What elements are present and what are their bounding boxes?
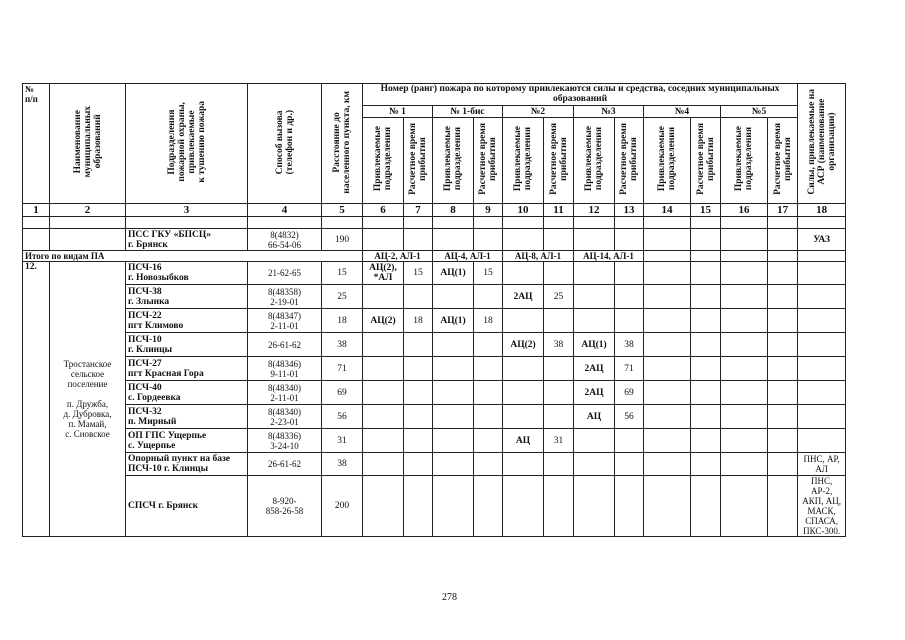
call-cell: 8(48340) 2-11-01 <box>248 381 322 405</box>
assigned-units-cell: 2АЦ <box>503 285 544 309</box>
empty-cell <box>691 453 721 476</box>
empty-cell <box>691 285 721 309</box>
assigned-units-cell <box>574 429 615 453</box>
arrival-time-cell <box>404 476 433 537</box>
assigned-units-cell: АЦ(1) <box>574 333 615 357</box>
empty-cell <box>768 381 798 405</box>
fire-resources-table <box>22 83 846 537</box>
header-rank-2: №2 <box>503 106 574 118</box>
page-number: 278 <box>442 592 457 603</box>
header-sub-time: Расчетное время прибытия <box>691 118 721 204</box>
table-row <box>23 453 846 476</box>
asr-cell: УАЗ <box>798 229 846 251</box>
assigned-units-cell: АЦ(2) <box>363 309 404 333</box>
arrival-time-cell <box>544 453 574 476</box>
column-number: 14 <box>644 204 691 217</box>
arrival-time-cell <box>404 333 433 357</box>
empty-cell <box>644 285 691 309</box>
table-row <box>23 309 846 333</box>
empty-cell <box>768 285 798 309</box>
asr-cell <box>798 357 846 381</box>
call-cell: 21-62-65 <box>248 262 322 285</box>
unit-cell: ОП ГПС Ущерпье с. Ущерпье <box>126 429 248 453</box>
arrival-time-cell: 31 <box>544 429 574 453</box>
assigned-units-cell <box>503 381 544 405</box>
arrival-time-cell: 71 <box>615 357 644 381</box>
arrival-time-cell: 25 <box>544 285 574 309</box>
header-rank-5: №5 <box>721 106 798 118</box>
unit-cell: ПСЧ-40 с. Гордеевка <box>126 381 248 405</box>
asr-cell <box>798 285 846 309</box>
unit-cell: ПСЧ-10 г. Клинцы <box>126 333 248 357</box>
empty-cell <box>721 309 768 333</box>
header-sub-units: Привлекаемые подразделения <box>363 118 404 204</box>
call-cell: 26-61-62 <box>248 333 322 357</box>
column-number: 9 <box>474 204 503 217</box>
assigned-units-cell <box>433 453 474 476</box>
arrival-time-cell <box>544 357 574 381</box>
table-row <box>23 333 846 357</box>
empty-cell <box>691 429 721 453</box>
empty-cell <box>721 333 768 357</box>
header-sub-time: Расчетное время прибытия <box>544 118 574 204</box>
arrival-time-cell: 56 <box>615 405 644 429</box>
arrival-time-cell: 15 <box>474 262 503 285</box>
empty-cell <box>691 476 721 537</box>
header-distance: Расстояние до населенного пункта, км <box>322 84 363 204</box>
totals-rank-2: АЦ-8, АЛ-1 <box>503 251 574 262</box>
header-rank-3: №3 <box>574 106 644 118</box>
header-sub-units: Привлекаемые подразделения <box>644 118 691 204</box>
column-number: 6 <box>363 204 404 217</box>
column-number: 7 <box>404 204 433 217</box>
empty-cell <box>691 309 721 333</box>
arrival-time-cell: 18 <box>474 309 503 333</box>
totals-rank-3: АЦ-14, АЛ-1 <box>574 251 644 262</box>
group-number: 12. <box>23 262 50 537</box>
arrival-time-cell <box>615 476 644 537</box>
header-municipality: Наименование муниципальных образований <box>50 84 126 204</box>
empty-cell <box>644 309 691 333</box>
totals-row <box>23 251 846 262</box>
header-sub-units: Привлекаемые подразделения <box>721 118 768 204</box>
unit-cell: ПСЧ-32 п. Мирный <box>126 405 248 429</box>
empty-cell <box>768 309 798 333</box>
column-number: 10 <box>503 204 544 217</box>
arrival-time-cell <box>544 309 574 333</box>
column-number: 16 <box>721 204 768 217</box>
column-number: 1 <box>23 204 50 217</box>
table-row <box>23 285 846 309</box>
empty-cell <box>644 453 691 476</box>
header-sub-time: Расчетное время прибытия <box>615 118 644 204</box>
assigned-units-cell <box>574 309 615 333</box>
column-number: 3 <box>126 204 248 217</box>
empty-cell <box>691 381 721 405</box>
table-row <box>23 357 846 381</box>
empty-cell <box>691 333 721 357</box>
assigned-units-cell <box>503 262 544 285</box>
empty-cell <box>644 405 691 429</box>
empty-cell <box>768 405 798 429</box>
arrival-time-cell <box>474 381 503 405</box>
header-rank-1bis: № 1-бис <box>433 106 503 118</box>
arrival-time-cell <box>615 429 644 453</box>
arrival-time-cell <box>544 381 574 405</box>
table-row <box>23 229 846 251</box>
distance-cell: 69 <box>322 381 363 405</box>
arrival-time-cell: 38 <box>544 333 574 357</box>
empty-cell <box>721 453 768 476</box>
column-number: 17 <box>768 204 798 217</box>
arrival-time-cell <box>544 405 574 429</box>
empty-cell <box>691 405 721 429</box>
call-cell: 8(48346) 9-11-01 <box>248 357 322 381</box>
assigned-units-cell: АЦ(2), *АЛ <box>363 262 404 285</box>
arrival-time-cell <box>404 429 433 453</box>
assigned-units-cell <box>503 453 544 476</box>
arrival-time-cell <box>474 357 503 381</box>
asr-cell: ПНС, АР, АЛ <box>798 453 846 476</box>
empty-cell <box>721 405 768 429</box>
empty-cell <box>644 357 691 381</box>
assigned-units-cell: АЦ(2) <box>503 333 544 357</box>
empty-cell <box>721 357 768 381</box>
asr-cell <box>798 309 846 333</box>
table-row <box>23 262 846 285</box>
header-sub-units: Привлекаемые подразделения <box>433 118 474 204</box>
header-rank-4: №4 <box>644 106 721 118</box>
table-row <box>23 429 846 453</box>
totals-rank-1bis: АЦ-4, АЛ-1 <box>433 251 503 262</box>
header-rank-group: Номер (ранг) пожара по которому привлекаются силы и средства, соседних муниципальных образований <box>363 84 798 106</box>
call-cell: 8(48358) 2-19-01 <box>248 285 322 309</box>
distance-cell: 190 <box>322 229 363 251</box>
arrival-time-cell <box>404 381 433 405</box>
assigned-units-cell: АЦ(1) <box>433 262 474 285</box>
empty-cell <box>768 453 798 476</box>
table-row <box>23 405 846 429</box>
unit-cell: ПСЧ-16 г. Новозыбков <box>126 262 248 285</box>
unit-cell: ПСЧ-27 пгт Красная Гора <box>126 357 248 381</box>
empty-cell <box>691 262 721 285</box>
column-number: 5 <box>322 204 363 217</box>
asr-cell <box>798 262 846 285</box>
column-number: 4 <box>248 204 322 217</box>
arrival-time-cell <box>474 476 503 537</box>
arrival-time-cell <box>474 333 503 357</box>
assigned-units-cell <box>363 333 404 357</box>
assigned-units-cell <box>363 453 404 476</box>
header-number: № п/п <box>23 84 50 204</box>
assigned-units-cell <box>503 357 544 381</box>
column-number: 12 <box>574 204 615 217</box>
assigned-units-cell <box>574 476 615 537</box>
assigned-units-cell: 2АЦ <box>574 381 615 405</box>
assigned-units-cell <box>363 405 404 429</box>
arrival-time-cell: 18 <box>404 309 433 333</box>
arrival-time-cell <box>474 429 503 453</box>
call-cell: 8(48340) 2-23-01 <box>248 405 322 429</box>
assigned-units-cell <box>433 429 474 453</box>
header-sub-units: Привлекаемые подразделения <box>503 118 544 204</box>
arrival-time-cell <box>404 405 433 429</box>
assigned-units-cell <box>433 476 474 537</box>
group-municipality: Тростанское сельское поселение п. Дружба, д. Дубровка, п. Мамай, с. Сновское <box>50 262 126 537</box>
unit-cell: СПСЧ г. Брянск <box>126 476 248 537</box>
arrival-time-cell: 15 <box>404 262 433 285</box>
arrival-time-cell: 38 <box>615 333 644 357</box>
assigned-units-cell <box>574 285 615 309</box>
header-sub-time: Расчетное время прибытия <box>768 118 798 204</box>
empty-cell <box>644 381 691 405</box>
asr-cell <box>798 405 846 429</box>
arrival-time-cell <box>474 405 503 429</box>
empty-cell <box>768 333 798 357</box>
assigned-units-cell <box>363 429 404 453</box>
asr-cell <box>798 381 846 405</box>
call-cell: 8(48347) 2-11-01 <box>248 309 322 333</box>
column-number: 13 <box>615 204 644 217</box>
totals-rank-1: АЦ-2, АЛ-1 <box>363 251 433 262</box>
empty-cell <box>644 333 691 357</box>
arrival-time-cell <box>404 453 433 476</box>
call-cell: 8(4832) 66-54-06 <box>248 229 322 251</box>
distance-cell: 18 <box>322 309 363 333</box>
distance-cell: 38 <box>322 453 363 476</box>
assigned-units-cell <box>433 357 474 381</box>
empty-cell <box>644 429 691 453</box>
distance-cell: 71 <box>322 357 363 381</box>
column-number: 15 <box>691 204 721 217</box>
header-sub-units: Привлекаемые подразделения <box>574 118 615 204</box>
arrival-time-cell <box>474 285 503 309</box>
empty-cell <box>721 476 768 537</box>
assigned-units-cell <box>363 476 404 537</box>
asr-cell <box>798 333 846 357</box>
asr-cell <box>798 429 846 453</box>
distance-cell: 56 <box>322 405 363 429</box>
arrival-time-cell <box>615 453 644 476</box>
distance-cell: 15 <box>322 262 363 285</box>
empty-cell <box>691 357 721 381</box>
distance-cell: 38 <box>322 333 363 357</box>
assigned-units-cell <box>574 262 615 285</box>
arrival-time-cell <box>404 357 433 381</box>
header-sub-time: Расчетное время прибытия <box>404 118 433 204</box>
column-number: 8 <box>433 204 474 217</box>
call-cell: 8-920- 858-26-58 <box>248 476 322 537</box>
assigned-units-cell: АЦ <box>574 405 615 429</box>
assigned-units-cell <box>433 285 474 309</box>
assigned-units-cell <box>574 453 615 476</box>
assigned-units-cell <box>363 381 404 405</box>
unit-cell: Опорный пункт на базе ПСЧ-10 г. Клинцы <box>126 453 248 476</box>
table-row <box>23 381 846 405</box>
distance-cell: 25 <box>322 285 363 309</box>
arrival-time-cell <box>404 285 433 309</box>
empty-cell <box>721 285 768 309</box>
empty-cell <box>721 262 768 285</box>
assigned-units-cell <box>503 476 544 537</box>
assigned-units-cell <box>433 381 474 405</box>
assigned-units-cell <box>433 405 474 429</box>
arrival-time-cell <box>615 309 644 333</box>
arrival-time-cell <box>615 285 644 309</box>
assigned-units-cell <box>363 357 404 381</box>
empty-cell <box>721 381 768 405</box>
table-row <box>23 476 846 537</box>
column-number: 18 <box>798 204 846 217</box>
header-units: Подразделения пожарной охраны, привлекаемые к тушению пожара <box>126 84 248 204</box>
assigned-units-cell <box>503 309 544 333</box>
unit-cell: ПСС ГКУ «БПСЦ» г. Брянск <box>126 229 248 251</box>
assigned-units-cell <box>433 333 474 357</box>
arrival-time-cell: 69 <box>615 381 644 405</box>
unit-cell: ПСЧ-38 г. Злынка <box>126 285 248 309</box>
arrival-time-cell <box>615 262 644 285</box>
empty-cell <box>768 262 798 285</box>
empty-cell <box>768 476 798 537</box>
distance-cell: 200 <box>322 476 363 537</box>
assigned-units-cell: 2АЦ <box>574 357 615 381</box>
header-asr: Силы, привлекаемые на АСР (наименование организации) <box>798 84 846 204</box>
assigned-units-cell: АЦ(1) <box>433 309 474 333</box>
distance-cell: 31 <box>322 429 363 453</box>
arrival-time-cell <box>544 262 574 285</box>
arrival-time-cell <box>474 453 503 476</box>
empty-cell <box>768 357 798 381</box>
call-cell: 8(48336) 3-24-10 <box>248 429 322 453</box>
column-number: 2 <box>50 204 126 217</box>
empty-cell <box>644 476 691 537</box>
empty-cell <box>768 429 798 453</box>
totals-label: Итого по видам ПА <box>23 251 363 262</box>
empty-cell <box>644 262 691 285</box>
assigned-units-cell <box>363 285 404 309</box>
header-rank-1: № 1 <box>363 106 433 118</box>
blank-row <box>23 217 846 229</box>
unit-cell: ПСЧ-22 пгт Климово <box>126 309 248 333</box>
asr-cell: ПНС, АР-2, АКП, АЦ, МАСК, СПАСА, ПКС-300. <box>798 476 846 537</box>
column-number: 11 <box>544 204 574 217</box>
assigned-units-cell <box>503 405 544 429</box>
empty-cell <box>721 429 768 453</box>
header-sub-time: Расчетное время прибытия <box>474 118 503 204</box>
header-call-method: Способ вызова (телефон и др.) <box>248 84 322 204</box>
assigned-units-cell: АЦ <box>503 429 544 453</box>
call-cell: 26-61-62 <box>248 453 322 476</box>
arrival-time-cell <box>544 476 574 537</box>
